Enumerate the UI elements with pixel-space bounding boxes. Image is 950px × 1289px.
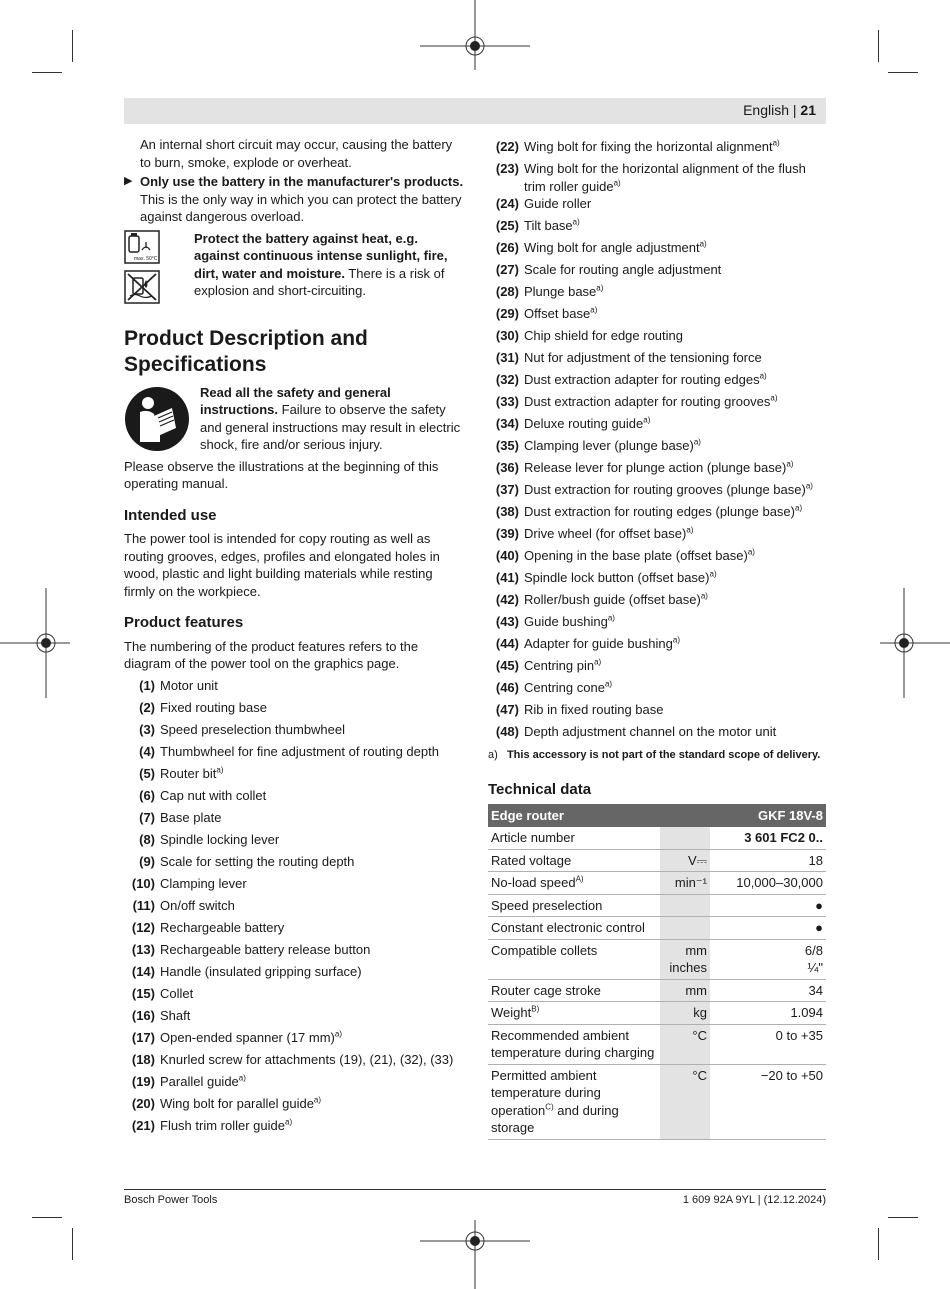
feature-number: (9)	[139, 853, 155, 869]
header-separator: |	[789, 102, 801, 118]
feature-text: Wing bolt for fixing the horizontal alignment	[524, 139, 773, 154]
feature-item	[124, 1117, 464, 1139]
feature-number: (39)	[495, 526, 519, 541]
row-label: Rated voltage	[491, 852, 572, 868]
feature-number: (33)	[495, 394, 519, 409]
feature-text: Opening in the base plate (offset base)	[524, 548, 748, 563]
feature-item	[488, 371, 826, 393]
heat-warning-rest: There is a risk of explosion and short-circuiting.	[194, 265, 445, 298]
row-label: Router cage stroke	[491, 982, 601, 998]
feature-text: Open-ended spanner (17 mm)	[160, 1029, 335, 1045]
row-footnote-ref: B)	[531, 1004, 540, 1014]
feature-number: (46)	[495, 680, 519, 695]
read-manual-icon	[124, 386, 190, 452]
footer-brand: Bosch Power Tools	[124, 1194, 218, 1206]
row-unit: min⁻¹	[660, 872, 710, 895]
feature-text: Base plate	[160, 809, 222, 825]
feature-item	[488, 437, 826, 459]
feature-item	[488, 591, 826, 613]
row-label: Permitted ambient temperature during operation	[491, 1067, 601, 1118]
table-row	[488, 894, 826, 917]
feature-text: Handle (insulated gripping surface)	[160, 963, 362, 979]
row-value: 18	[710, 849, 826, 872]
row-value: 3 601 FC2 0..	[710, 827, 826, 849]
feature-item	[488, 138, 826, 160]
feature-number: (47)	[495, 702, 519, 717]
heat-warning	[124, 230, 464, 302]
row-label: Compatible collets	[491, 942, 598, 958]
feature-text: Deluxe routing guide	[524, 416, 644, 431]
feature-text: Shaft	[160, 1007, 191, 1023]
feature-number: (4)	[139, 743, 155, 759]
feature-item	[488, 569, 826, 591]
feature-item	[488, 547, 826, 569]
feature-item	[124, 875, 464, 897]
table-cell-label	[488, 894, 660, 917]
row-label: Article number	[491, 830, 575, 845]
feature-text: Scale for setting the routing depth	[160, 853, 355, 869]
feature-number: (5)	[139, 765, 155, 781]
feature-footnote-ref: a)	[285, 1117, 293, 1127]
feature-item	[488, 160, 826, 195]
crop-mark	[878, 1228, 879, 1260]
feature-number: (1)	[139, 677, 155, 693]
icon-label: max. 50°C	[134, 255, 158, 262]
registration-mark-top	[420, 0, 530, 70]
feature-item	[488, 613, 826, 635]
feature-text: Centring cone	[524, 680, 605, 695]
feature-number: (48)	[495, 724, 519, 739]
row-value: −20 to +50	[710, 1064, 826, 1139]
crop-mark	[72, 1228, 73, 1260]
feature-footnote-ref: a)	[699, 239, 707, 249]
feature-footnote-ref: a)	[759, 371, 767, 381]
feature-number: (37)	[495, 482, 519, 497]
row-value: ●	[710, 894, 826, 917]
table-row	[488, 917, 826, 940]
feature-item	[124, 677, 464, 699]
registration-mark-bottom	[420, 1220, 530, 1289]
read-instructions-text	[200, 384, 464, 454]
feature-item	[488, 261, 826, 283]
table-cell-label	[488, 827, 660, 849]
feature-footnote-ref: a)	[770, 393, 778, 403]
feature-item	[124, 699, 464, 721]
row-unit: kg	[660, 1002, 710, 1025]
feature-item	[488, 657, 826, 679]
feature-number: (22)	[495, 139, 519, 154]
feature-item	[488, 459, 826, 481]
feature-footnote-ref: a)	[805, 481, 813, 491]
feature-number: (34)	[495, 416, 519, 431]
feature-number: (30)	[495, 328, 519, 343]
feature-footnote-ref: a)	[596, 283, 604, 293]
feature-number: (29)	[495, 306, 519, 321]
feature-number: (15)	[131, 985, 155, 1001]
section-title: Product Description and Specifications	[124, 326, 368, 376]
row-unit	[660, 917, 710, 940]
feature-item	[488, 481, 826, 503]
row-unit: V⎓	[660, 849, 710, 872]
feature-footnote-ref: a)	[786, 459, 794, 469]
table-row	[488, 849, 826, 872]
row-value: 10,000–30,000	[710, 872, 826, 895]
table-row	[488, 1002, 826, 1025]
feature-footnote-ref: a)	[643, 415, 651, 425]
crop-mark	[878, 30, 879, 62]
row-unit: mm	[660, 979, 710, 1002]
feature-text: Dust extraction for routing edges (plunge base)	[524, 504, 795, 519]
bullet-bold-text: Only use the battery in the manufacturer's products.	[140, 174, 464, 189]
feature-text: Chip shield for edge routing	[524, 328, 683, 343]
table-header-model: GKF 18V-8	[710, 804, 826, 827]
feature-number: (42)	[495, 592, 519, 607]
feature-footnote-ref: a)	[590, 305, 598, 315]
table-body	[488, 827, 826, 1139]
page-number: 21	[800, 102, 816, 118]
feature-text: Rechargeable battery	[160, 919, 285, 935]
header-text	[743, 102, 816, 120]
feature-text: Router bit	[160, 765, 217, 781]
row-label: Weight	[491, 1005, 532, 1020]
feature-number: (21)	[131, 1117, 155, 1133]
table-row	[488, 939, 826, 979]
feature-footnote-ref: a)	[693, 437, 701, 447]
crop-mark	[72, 30, 73, 62]
feature-item	[124, 1073, 464, 1095]
features-intro-text: The numbering of the product features refers to the diagram of the power tool on the graphics page.	[124, 638, 419, 671]
feature-text: Clamping lever	[160, 875, 247, 891]
feature-text: Offset base	[524, 306, 591, 321]
feature-number: (10)	[131, 875, 155, 891]
feature-number: (31)	[495, 350, 519, 365]
feature-number: (44)	[495, 636, 519, 651]
table-cell-label	[488, 979, 660, 1002]
feature-item	[124, 1029, 464, 1051]
feature-number: (45)	[495, 658, 519, 673]
row-value: ●	[710, 917, 826, 940]
feature-number: (32)	[495, 372, 519, 387]
table-cell-label	[488, 939, 660, 979]
feature-number: (38)	[495, 504, 519, 519]
footnote-mark: a)	[488, 749, 498, 761]
technical-data-heading: Technical data	[488, 780, 592, 798]
feature-number: (11)	[132, 897, 155, 913]
feature-number: (24)	[495, 196, 519, 211]
feature-text: Spindle locking lever	[160, 831, 280, 847]
product-features-heading: Product features	[124, 614, 244, 631]
row-value: 0 to +35	[710, 1024, 826, 1064]
feature-number: (28)	[495, 284, 519, 299]
feature-text: Depth adjustment channel on the motor unit	[524, 724, 777, 739]
row-unit	[660, 894, 710, 917]
feature-number: (41)	[495, 570, 519, 585]
intended-use-heading: Intended use	[124, 506, 217, 524]
feature-number: (7)	[139, 809, 155, 825]
row-label: No-load speed	[491, 875, 576, 890]
feature-item	[488, 305, 826, 327]
feature-text: Scale for routing angle adjustment	[524, 262, 722, 277]
feature-footnote-ref: a)	[238, 1073, 246, 1083]
row-value: 6/8 ¼"	[710, 939, 826, 979]
row-footnote-ref: A)	[575, 874, 584, 884]
read-instructions-notice	[124, 384, 464, 458]
feature-item	[124, 897, 464, 919]
feature-text: Tilt base	[524, 218, 573, 233]
feature-number: (2)	[139, 699, 155, 715]
feature-item	[124, 853, 464, 875]
feature-footnote-ref: a)	[795, 503, 803, 513]
feature-text: Wing bolt for angle adjustment	[524, 240, 700, 255]
feature-text: Rib in fixed routing base	[524, 702, 664, 717]
feature-item	[124, 1051, 464, 1073]
header-language: English	[743, 102, 789, 118]
heat-warning-bold: Protect the battery against heat, e.g. against continuous intense sunlight, fire, dirt, water and moisture.	[194, 230, 448, 281]
table-cell-label	[488, 1064, 660, 1139]
row-label: Speed preselection	[491, 897, 603, 913]
feature-item	[488, 283, 826, 305]
feature-number: (18)	[131, 1051, 155, 1067]
feature-number: (23)	[495, 161, 519, 176]
feature-item	[124, 919, 464, 941]
table-row	[488, 979, 826, 1002]
feature-text: Dust extraction adapter for routing grooves	[524, 394, 771, 409]
feature-footnote-ref: a)	[572, 217, 580, 227]
feature-number: (27)	[495, 262, 519, 277]
feature-text: Drive wheel (for offset base)	[524, 526, 687, 541]
feature-number: (12)	[131, 919, 155, 935]
feature-text: On/off switch	[160, 897, 235, 913]
feature-text: Dust extraction for routing grooves (plunge base)	[524, 482, 806, 497]
feature-footnote-ref: a)	[604, 679, 613, 689]
feature-item	[488, 415, 826, 437]
registration-mark-right	[880, 588, 950, 698]
feature-text: Release lever for plunge action (plunge base)	[524, 460, 787, 475]
feature-text: Motor unit	[160, 677, 218, 693]
table-cell-label	[488, 917, 660, 940]
feature-item	[488, 393, 826, 415]
table-cell-label	[488, 1024, 660, 1064]
feature-text: Cap nut with collet	[160, 787, 267, 803]
feature-text: Nut for adjustment of the tensioning force	[524, 350, 762, 365]
feature-text: Dust extraction adapter for routing edges	[524, 372, 760, 387]
feature-text: Thumbwheel for fine adjustment of routing depth	[160, 743, 439, 759]
footnote-text: This accessory is not part of the standard scope of delivery.	[506, 749, 821, 761]
table-cell-label	[488, 849, 660, 872]
feature-text: Flush trim roller guide	[160, 1117, 285, 1133]
feature-number: (35)	[495, 438, 519, 453]
feature-text: Speed preselection thumbwheel	[160, 721, 346, 737]
feature-footnote-ref: a)	[613, 178, 621, 188]
feature-text: Centring pin	[524, 658, 595, 673]
read-rest: Failure to observe the safety and general instructions may result in electric shock, fire and/or serious injury.	[200, 402, 461, 452]
bullet-triangle-icon: ▶	[124, 175, 133, 187]
feature-text: Fixed routing base	[160, 699, 267, 715]
feature-text: Guide bushing	[524, 614, 608, 629]
feature-text: Wing bolt for parallel guide	[160, 1095, 314, 1111]
feature-item	[124, 985, 464, 1007]
temperature-warning-icon	[124, 230, 160, 264]
feature-footnote-ref: a)	[772, 138, 780, 148]
feature-footnote-ref: a)	[334, 1029, 342, 1039]
features-list-right	[488, 138, 826, 745]
feature-item	[488, 679, 826, 701]
feature-item	[124, 963, 464, 985]
table-cell-label	[488, 1002, 660, 1025]
bullet-item	[124, 173, 464, 226]
feature-text: Rechargeable battery release button	[160, 941, 371, 957]
table-header-label: Edge router	[488, 804, 710, 827]
feature-item	[488, 635, 826, 657]
feature-item	[488, 525, 826, 547]
feature-footnote-ref: a)	[313, 1095, 322, 1105]
feature-item	[488, 217, 826, 239]
feature-text: Plunge base	[524, 284, 597, 299]
features-list-left	[124, 677, 464, 1139]
page-header	[124, 98, 826, 124]
row-label: Recommended ambient temperature during charging	[491, 1027, 655, 1060]
observe-illustrations-text: Please observe the illustrations at the beginning of this operating manual.	[124, 458, 439, 491]
footer-rule	[124, 1189, 826, 1190]
feature-text: Collet	[160, 985, 194, 1001]
feature-number: (8)	[139, 831, 155, 847]
feature-footnote-ref: a)	[700, 591, 708, 601]
feature-footnote-ref: a)	[709, 569, 717, 579]
intended-use-text: The power tool is intended for copy routing as well as routing grooves, edges, profiles and elongated holes in wood, plastic and light building materials while resting firmly on the workpiece.	[124, 531, 440, 599]
feature-footnote-ref: a)	[594, 657, 602, 667]
feature-text: Guide roller	[524, 196, 592, 211]
footer-doc-number: 1 609 92A 9YL | (12.12.2024)	[682, 1194, 826, 1206]
feature-item	[124, 831, 464, 853]
table-row	[488, 1024, 826, 1064]
feature-item	[124, 765, 464, 787]
crop-mark	[32, 72, 62, 73]
table-row	[488, 872, 826, 895]
feature-footnote-ref: a)	[607, 613, 615, 623]
feature-footnote-ref: a)	[747, 547, 755, 557]
feature-text: Knurled screw for attachments (19), (21), (32), (33)	[160, 1051, 454, 1067]
feature-item	[124, 809, 464, 831]
feature-number: (13)	[131, 941, 155, 957]
registration-mark-left	[0, 588, 70, 698]
row-unit	[660, 827, 710, 849]
feature-text: Spindle lock button (offset base)	[524, 570, 710, 585]
no-water-fire-icon	[124, 270, 160, 304]
heat-warning-text	[194, 230, 464, 300]
feature-number: (36)	[495, 460, 519, 475]
feature-item	[124, 941, 464, 963]
feature-number: (3)	[139, 721, 155, 737]
row-value: 34	[710, 979, 826, 1002]
row-label: Constant electronic control	[491, 920, 645, 935]
feature-number: (19)	[131, 1073, 155, 1089]
feature-text: Wing bolt for the horizontal alignment of the flush trim roller guide	[524, 161, 806, 194]
feature-number: (40)	[495, 548, 519, 563]
feature-item	[488, 239, 826, 261]
warning-icons	[124, 230, 164, 309]
feature-number: (17)	[131, 1029, 155, 1045]
feature-item	[124, 1095, 464, 1117]
feature-number: (43)	[495, 614, 519, 629]
row-value: 1.094	[710, 1002, 826, 1025]
feature-number: (6)	[139, 787, 155, 803]
feature-footnote-ref: a)	[216, 765, 224, 775]
feature-item	[488, 349, 826, 371]
feature-number: (26)	[495, 240, 519, 255]
feature-number: (25)	[495, 218, 519, 233]
row-unit: °C	[660, 1024, 710, 1064]
bullet-text: This is the only way in which you can protect the battery against dangerous overload.	[140, 191, 462, 224]
feature-text: Roller/bush guide (offset base)	[524, 592, 701, 607]
row-unit: mm inches	[660, 939, 710, 979]
crop-mark	[888, 72, 918, 73]
feature-number: (16)	[131, 1007, 155, 1023]
row-unit: °C	[660, 1064, 710, 1139]
feature-item	[488, 503, 826, 525]
read-bold: Read all the safety and general instructions.	[200, 384, 391, 417]
row-label-tail: and during storage	[491, 1102, 619, 1135]
table-header-row	[488, 804, 826, 827]
right-column	[488, 138, 826, 1140]
table-cell-label	[488, 872, 660, 895]
feature-text: Clamping lever (plunge base)	[524, 438, 694, 453]
crop-mark	[32, 1217, 62, 1218]
feature-item	[488, 701, 826, 723]
feature-footnote-ref: a)	[686, 525, 694, 535]
feature-footnote-ref: a)	[672, 635, 681, 645]
intro-text: An internal short circuit may occur, causing the battery to burn, smoke, explode or overheat.	[140, 137, 453, 170]
table-row	[488, 827, 826, 849]
feature-item	[124, 1007, 464, 1029]
feature-number: (14)	[131, 963, 155, 979]
technical-data-table	[488, 804, 826, 1140]
feature-item	[488, 195, 826, 217]
feature-item	[124, 721, 464, 743]
crop-mark	[888, 1217, 918, 1218]
feature-item	[124, 743, 464, 765]
feature-item	[488, 327, 826, 349]
feature-text: Adapter for guide bushing	[524, 636, 673, 651]
table-row	[488, 1064, 826, 1139]
feature-number: (20)	[131, 1095, 155, 1111]
feature-item	[124, 787, 464, 809]
left-column	[124, 136, 464, 1139]
row-footnote-ref: C)	[545, 1102, 554, 1112]
feature-item	[488, 723, 826, 745]
footnote	[488, 747, 826, 765]
feature-text: Parallel guide	[160, 1073, 239, 1089]
